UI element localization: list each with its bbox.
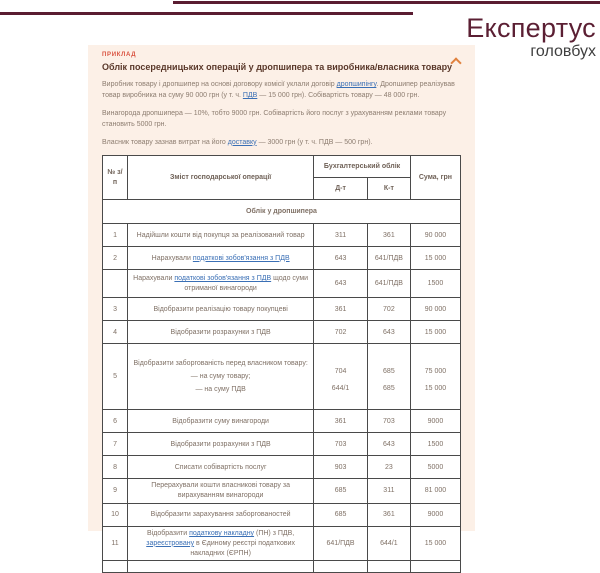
table-row	[103, 479, 461, 504]
cell-debit: 643	[314, 270, 368, 298]
cell-debit	[314, 561, 368, 573]
table-row	[103, 298, 461, 321]
inline-link[interactable]: доставку	[227, 138, 257, 146]
paragraph: Виробник товару і дропшипер на основі договору комісії уклали договір дропшипінгу. Дропшипер реалізував товар виробника на суму 90 000 грн (у т. ч. ПДВ — 15 000 грн). Собівартість товару — 48 000 грн.	[102, 81, 455, 100]
cell-description: Перерахували кошти власникові товару за вирахуванням винагороди	[128, 479, 314, 504]
cell-sum: 15 000	[410, 247, 460, 270]
header-credit: К-т	[367, 178, 410, 200]
inline-link[interactable]: зареєстровану	[146, 539, 195, 547]
cell-sum: 9000	[410, 410, 460, 433]
cell-debit: 685	[314, 504, 368, 527]
cell-description: Відобразити розрахунки з ПДВ	[128, 433, 314, 456]
cell-credit: 23	[367, 456, 410, 479]
cell-sum: 15 000	[410, 527, 460, 561]
cell-sum: 15 000	[410, 321, 460, 344]
cell-description: Надійшли кошти від покупця за реалізований товар	[128, 224, 314, 247]
header-description: Зміст господарської операції	[128, 156, 314, 200]
cell-description: Відобразити заборгованість перед власником товару: — на суму товару; — на суму ПДВ	[128, 344, 314, 410]
cell-row-number: 9	[103, 479, 128, 504]
accounting-table	[102, 155, 461, 573]
paragraph: Власник товару зазнав витрат на його доставку — 3000 грн (у т. ч. ПДВ — 500 грн).	[102, 138, 373, 146]
cell-row-number	[103, 561, 128, 573]
header-row-number: № з/п	[103, 156, 128, 200]
cell-description: Відобразити суму винагороди	[128, 410, 314, 433]
example-paragraphs	[102, 80, 461, 148]
cell-description: Відобразити податкову накладну (ПН) з ПДВ, зареєстровану в Єдиному реєстрі податкових накладних (ЄРПН)	[128, 527, 314, 561]
cell-sum	[410, 561, 460, 573]
cell-row-number: 5	[103, 344, 128, 410]
cell-credit: 641/ПДВ	[367, 247, 410, 270]
cell-credit: 311	[367, 479, 410, 504]
cell-row-number: 6	[103, 410, 128, 433]
example-title: Облік посередницьких операцій у дропшипера та виробника/власника товару	[102, 62, 453, 72]
paragraph: Винагорода дропшипера — 10%, тобто 9000 грн. Собівартість його послуг з урахуванням реклами товару становить 5000 грн.	[102, 109, 447, 128]
cell-credit: 361	[367, 224, 410, 247]
cell-row-number: 7	[103, 433, 128, 456]
brand-subname: головбух	[530, 43, 596, 60]
top-rule-upper	[173, 1, 600, 4]
cell-debit: 643	[314, 247, 368, 270]
table-row	[103, 433, 461, 456]
cell-row-number: 11	[103, 527, 128, 561]
collapse-button[interactable]	[450, 55, 462, 67]
cell-sum: 90 000	[410, 298, 460, 321]
table-row	[103, 504, 461, 527]
cell-debit: 702	[314, 321, 368, 344]
top-rule-lower	[0, 12, 413, 15]
cell-sum: 9000	[410, 504, 460, 527]
cell-row-number: 10	[103, 504, 128, 527]
cell-debit: 685	[314, 479, 368, 504]
inline-link[interactable]: ПДВ	[242, 92, 258, 100]
cell-row-number	[103, 270, 128, 298]
cell-description: Відобразити реалізацію товару покупцеві	[128, 298, 314, 321]
cell-debit: 703	[314, 433, 368, 456]
inline-link[interactable]: податкові зобов'язання з ПДВ	[192, 254, 290, 262]
cell-debit: 361	[314, 298, 368, 321]
cell-debit: 641/ПДВ	[314, 527, 368, 561]
table-row	[103, 456, 461, 479]
table-section-row	[103, 200, 461, 224]
table-row	[103, 410, 461, 433]
cell-row-number: 2	[103, 247, 128, 270]
header-sum: Сума, грн	[410, 156, 460, 200]
cell-description	[128, 561, 314, 573]
cell-credit: 703	[367, 410, 410, 433]
cell-row-number: 3	[103, 298, 128, 321]
cell-debit: 361	[314, 410, 368, 433]
table-row	[103, 270, 461, 298]
example-panel	[88, 45, 475, 557]
cell-credit: 361	[367, 504, 410, 527]
cell-debit: 903	[314, 456, 368, 479]
cell-description: Списати собівартість послуг	[128, 456, 314, 479]
cell-sum: 75 000 15 000	[410, 344, 460, 410]
inline-link[interactable]: податкові зобов'язання з ПДВ	[174, 275, 272, 283]
cell-credit: 644/1	[367, 527, 410, 561]
cell-row-number: 4	[103, 321, 128, 344]
header-debit: Д-т	[314, 178, 368, 200]
cell-description: Відобразити розрахунки з ПДВ	[128, 321, 314, 344]
cell-sum: 1500	[410, 433, 460, 456]
cell-description: Нарахували податкові зобов'язання з ПДВ щодо суми отриманої винагороди	[128, 270, 314, 298]
brand-logo	[466, 15, 596, 60]
cell-credit: 702	[367, 298, 410, 321]
cell-sum: 1500	[410, 270, 460, 298]
inline-link[interactable]: податкову накладну	[189, 530, 255, 538]
cell-debit: 311	[314, 224, 368, 247]
cell-description: Нарахували податкові зобов'язання з ПДВ	[128, 247, 314, 270]
example-eyebrow-label: ПРИКЛАД	[102, 52, 137, 58]
cell-sum: 90 000	[410, 224, 460, 247]
section-title: Облік у дропшипера	[103, 200, 461, 224]
cell-debit: 704 644/1	[314, 344, 368, 410]
inline-link[interactable]: дропшипінгу	[336, 81, 377, 89]
table-row	[103, 527, 461, 561]
cell-description: Відобразити зарахування заборгованостей	[128, 504, 314, 527]
cell-row-number: 8	[103, 456, 128, 479]
header-accounting: Бухгалтерський облік	[314, 156, 411, 178]
table-row-partial	[103, 561, 461, 573]
table-row	[103, 224, 461, 247]
cell-credit: 643	[367, 433, 410, 456]
table-body	[103, 200, 461, 573]
cell-credit	[367, 561, 410, 573]
cell-sum: 5000	[410, 456, 460, 479]
table-row	[103, 344, 461, 410]
cell-credit: 685 685	[367, 344, 410, 410]
cell-credit: 643	[367, 321, 410, 344]
table-row	[103, 321, 461, 344]
brand-name: Експертус	[466, 13, 596, 43]
cell-row-number: 1	[103, 224, 128, 247]
table-header	[103, 156, 461, 200]
chevron-up-icon	[450, 57, 461, 68]
cell-sum: 81 000	[410, 479, 460, 504]
table-row	[103, 247, 461, 270]
cell-credit: 641/ПДВ	[367, 270, 410, 298]
